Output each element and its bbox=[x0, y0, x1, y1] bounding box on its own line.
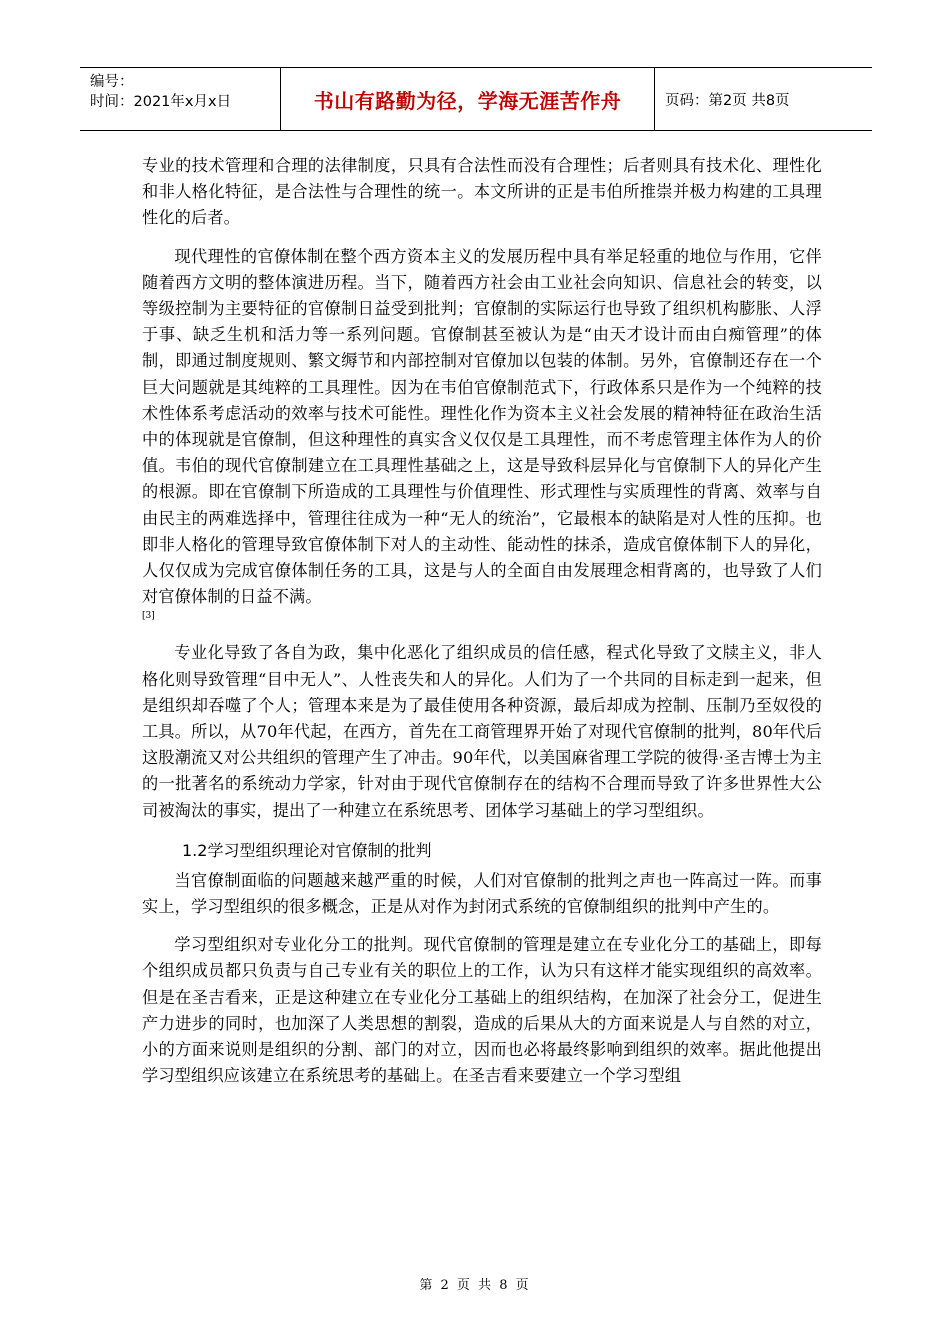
date-label: 时间：2021年x月x日 bbox=[90, 94, 232, 110]
paragraph-1: 专业的技术管理和合理的法律制度，只具有合法性而没有合理性；后者则具有技术化、理性化和非人格化特征，是合法性与合理性的统一。本文所讲的正是韦伯所推崇并极力构建的工具理性化的后者。 bbox=[142, 156, 822, 228]
header-motto: 书山有路勤为径，学海无涯苦作舟 bbox=[280, 68, 655, 130]
paragraph-5: 学习型组织对专业化分工的批判。现代官僚制的管理是建立在专业化分工的基础上，即每个组织成员都只负责与自己专业有关的职位上的工作，认为只有这样才能实现组织的高效率。但是在圣吉看来，正是这种建立在专业化分工基础上的组织结构，在加深了社会分工，促进生产力进步的同时，也加深了人类思想的割裂，造成的后果从大的方面来说是人与自然的对立，小的方面来说则是组织的分割、部门的对立，因而也必将最终影响到组织的效率。据此他提出学习型组织应该建立在系统思考的基础上。在圣吉看来要建立一个学习型组 bbox=[142, 935, 822, 1086]
paragraph-2: 现代理性的官僚体制在整个西方资本主义的发展历程中具有举足轻重的地位与作用，它伴随着西方文明的整体演进历程。当下，随着西方社会由工业社会向知识、信息社会的转变，以等级控制为主要特征的官僚制日益受到批判；官僚制的实际运行也导致了组织机构膨胀、人浮于事、缺乏生机和活力等一系列问题。官僚制甚至被认为是“由天才设计而由白痴管理”的体制，即通过制度规则、繁文缛节和内部控制对官僚加以包装的体制。另外，官僚制还存在一个巨大问题就是其纯粹的工具理性。因为在韦伯官僚制范式下，行政体系只是作为一个纯粹的技术性体系考虑活动的效率与技术可能性。理性化作为资本主义社会发展的精神特征在政治生活中的体现就是官僚制，但这种理性的真实含义仅仅是工具理性，而不考虑管理主体作为人的价值。韦伯的现代官僚制建立在工具理性基础之上，这是导致科层异化与官僚制下人的异化产生的根源。即在官僚制下所造成的工具理性与价值理性、形式理性与实质理性的背离、效率与自由民主的两难选择中，管理往往成为一种“无人的统治”，它最根本的缺陷是对人性的压抑。也即非人格化的管理导致官僚体制下对人的主动性、能动性的抹杀，造成官僚体制下人的异化，人仅仅成为完成官僚体制任务的工具，这是与人的全面自由发展理念相背离的，也导致了人们对官僚体制的日益不满。 bbox=[142, 246, 822, 607]
serial-number-label: 编号： bbox=[90, 74, 134, 90]
header-meta bbox=[80, 68, 280, 130]
section-heading: 1.2学习型组织理论对官僚制的批判 bbox=[182, 840, 432, 860]
page-footer: 第 2 页 共 8 页 bbox=[419, 1278, 531, 1293]
header-page-label: 页码：第2页 共8页 bbox=[665, 92, 790, 109]
document-body bbox=[142, 153, 822, 1090]
citation-marker: [3] bbox=[142, 611, 155, 622]
paragraph-4: 当官僚制面临的问题越来越严重的时候，人们对官僚制的批判之声也一阵高过一阵。而事实上，学习型组织的很多概念，正是从对作为封闭式系统的官僚制组织的批判中产生的。 bbox=[142, 870, 822, 917]
paragraph-3: 专业化导致了各自为政，集中化恶化了组织成员的信任感，程式化导致了文牍主义，非人格化则导致管理“目中无人”、人性丧失和人的异化。人们为了一个共同的目标走到一起来，但是组织却吞噬了个人；管理本来是为了最佳使用各种资源，最后却成为控制、压制乃至奴役的工具。所以，从70年代起，在西方，首先在工商管理界开始了对现代官僚制的批判，80年代后这股潮流又对公共组织的管理产生了冲击。90年代，以美国麻省理工学院的彼得·圣吉博士为主的一批著名的系统动力学家，针对由于现代官僚制存在的结构不合理而导致了许多世界性大公司被淘汰的事实，提出了一种建立在系统思考、团体学习基础上的学习型组织。 bbox=[142, 643, 822, 820]
page-header bbox=[80, 67, 872, 131]
